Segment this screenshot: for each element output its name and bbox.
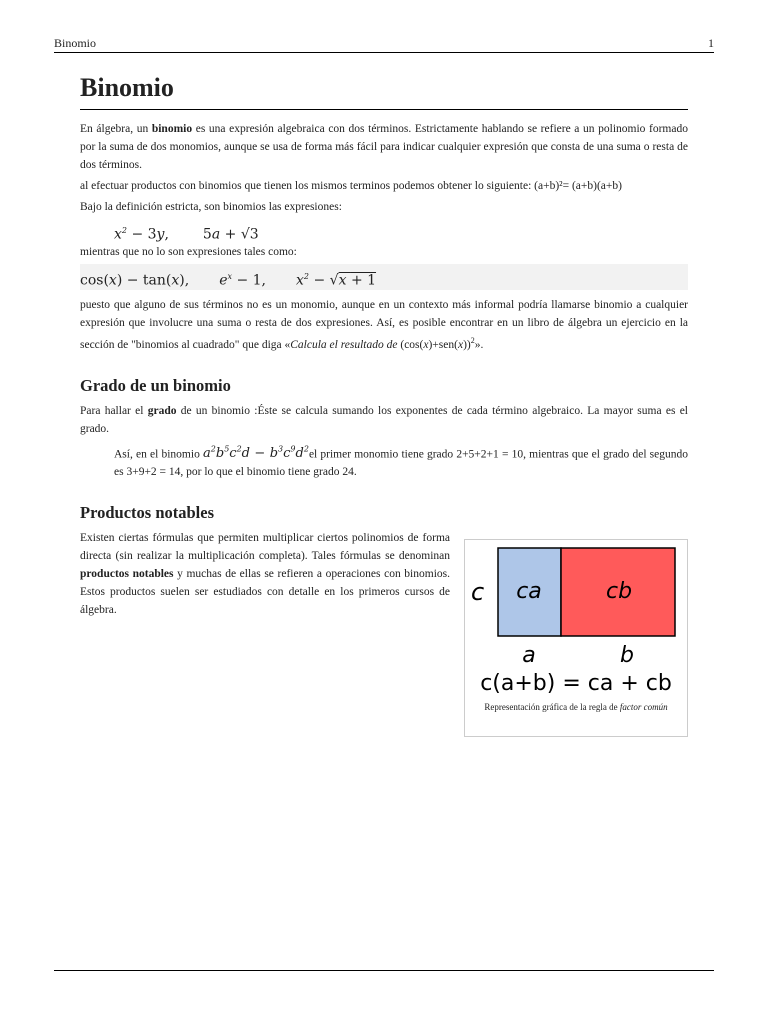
section-heading-productos: Productos notables: [80, 503, 214, 523]
productos-section: [80, 503, 688, 713]
grado-example-paragraph: Así, en el binomio $a^2b^5c^2d - b^3c^9d^2el$ primer monomio tiene grado 2+5+2+1 = 10, mientras que el grado del segundo es 3+9+2 = 14, por lo que el binomio tiene grado 24.: [114, 445, 689, 479]
informal-paragraph: puesto que alguno de sus términos no es un monomio, aunque en un contexto más informal podría llamarse binomio a cualquier expresión que involucre una suma o resta de dos expresiones. Así, es posible encontrar en un libro de álgebra un ejercicio en la sección de "binomios al cuadrado" que diga «Calcula el resultado de $(\cos(x)+sen(x))^2$».: [80, 299, 688, 352]
label-ca: ca: [516, 579, 542, 605]
article-title: Binomio: [80, 72, 688, 110]
intro-paragraph: En álgebra, un binomio es una expresión algebraica con dos términos. Estrictamente hablando se refiere a un polinomio formado por la suma de dos monomios, aunque se usa de forma más fácil para indicar cualquier expresión que consta de una suma o resta de dos términos.: [80, 123, 688, 172]
grado-link: grado: [147, 405, 177, 418]
section-heading-grado: Grado de un binomio: [80, 376, 231, 396]
factor-comun-diagram: [465, 540, 687, 700]
products-paragraph: al efectuar productos con binomios que tienen los mismos terminos podemos obtener lo siguiente: (a+b)²= (a+b)(a+b): [80, 180, 622, 193]
productos-paragraph: Existen ciertas fórmulas que permiten multiplicar ciertos polinomios de forma directa (sin realizar la multiplicación completa). Tales fórmulas se denominan productos notables y muchas de ellas se refieren a operaciones con binomios. Estos productos suelen ser estudiados con detalle en los primeros cursos de álgebra.: [80, 532, 450, 617]
label-c: c: [471, 578, 485, 607]
footer-rule: [54, 970, 714, 971]
article: [80, 72, 689, 713]
page-number: 1: [708, 36, 714, 50]
binomial-examples-formula: $x^2 - 3y$, 5a + √3: [114, 226, 259, 243]
label-b: b: [620, 643, 634, 669]
label-cb: cb: [605, 579, 633, 605]
label-a: a: [522, 643, 536, 669]
productos-notables-link: productos notables: [80, 568, 174, 581]
grado-paragraph: Para hallar el grado de un binomio :Éste se calcula sumando los exponentes de cada término algebraico. La mayor suma es el grado.: [80, 405, 688, 436]
header-title: Binomio: [54, 36, 97, 50]
non-binomial-formula: cos(x) − tan(x), $e^x - 1$, $x^2 - √x + 1$: [80, 264, 688, 290]
strict-definition-paragraph: Bajo la definición estricta, son binomios las expresiones:: [80, 201, 342, 214]
factor-comun-formula: c(a+b) = ca + cb: [480, 671, 672, 697]
factor-comun-link: factor común: [619, 702, 668, 713]
binomio-link: binomio: [151, 123, 193, 136]
non-binomial-intro: mientras que no lo son expresiones tales como:: [80, 246, 297, 259]
figure-caption: Representación gráfica de la regla de factor común: [484, 702, 668, 713]
factor-comun-figure: [464, 539, 688, 737]
running-header: [54, 34, 714, 53]
binomial-example-formula: $a^2b^5c^2d - b^3c^9d^2$: [203, 445, 309, 462]
